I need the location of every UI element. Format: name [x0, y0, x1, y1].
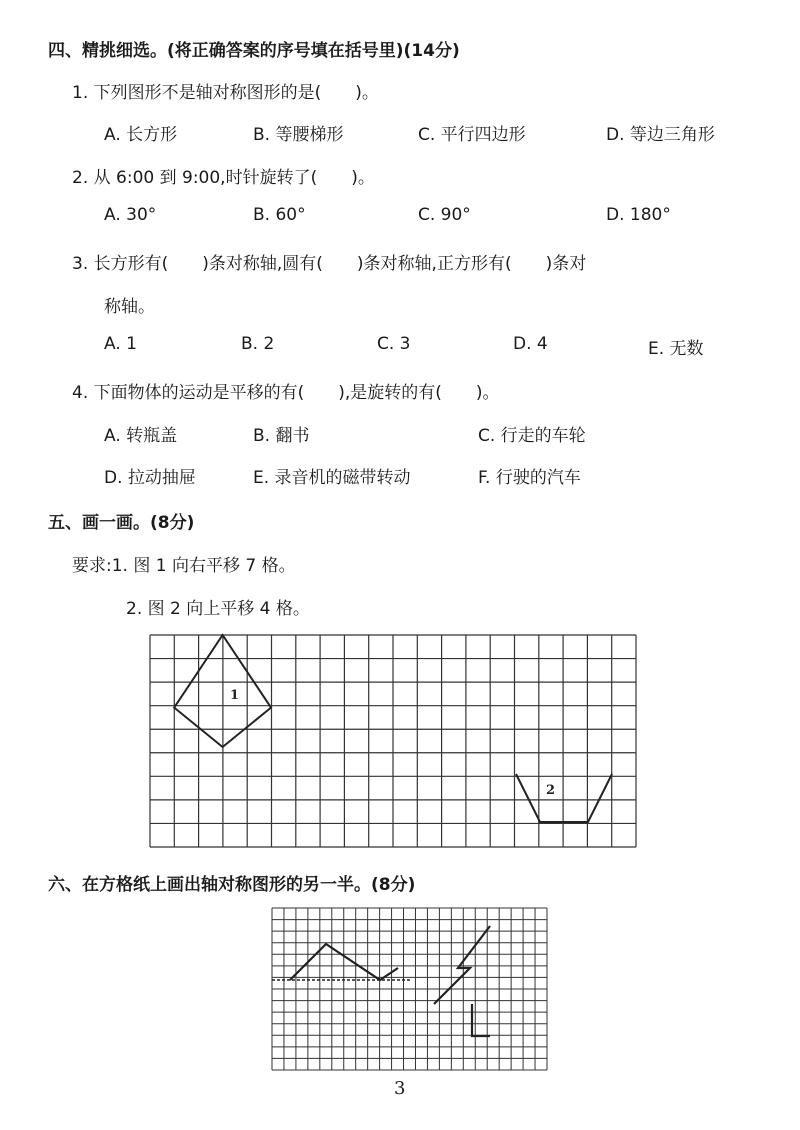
figure-1-label: 1: [230, 688, 240, 703]
section6-title: 六、在方格纸上画出轴对称图形的另一半。(8分): [48, 875, 416, 895]
q4-option-e: E. 录音机的磁带转动: [253, 468, 411, 488]
translation-grid[interactable]: [150, 635, 636, 847]
q4-option-a: A. 转瓶盖: [104, 426, 178, 446]
q2-option-b: B. 60°: [253, 205, 306, 225]
q2-stem: 2. 从 6:00 到 9:00,时针旋转了( )。: [72, 168, 375, 188]
q2-option-c: C. 90°: [418, 205, 471, 225]
section5-title: 五、画一画。(8分): [48, 513, 195, 533]
q3-stem-continued: 称轴。: [104, 297, 155, 317]
section4-title: 四、精挑细选。(将正确答案的序号填在括号里)(14分): [48, 41, 460, 61]
q3-option-b: B. 2: [241, 334, 275, 354]
q1-option-a: A. 长方形: [104, 125, 178, 145]
section5-requirement-2: 2. 图 2 向上平移 4 格。: [126, 599, 310, 619]
q3-option-e: E. 无数: [648, 339, 704, 359]
q3-option-c: C. 3: [377, 334, 411, 354]
q4-option-f: F. 行驶的汽车: [478, 468, 581, 488]
q2-option-d: D. 180°: [606, 205, 671, 225]
q3-option-a: A. 1: [104, 334, 137, 354]
page-number: 3: [394, 1078, 406, 1099]
q1-option-b: B. 等腰梯形: [253, 125, 344, 145]
right-half-figure: [434, 926, 490, 1004]
section5-requirement-1: 要求:1. 图 1 向右平移 7 格。: [72, 556, 296, 576]
q3-option-d: D. 4: [513, 334, 548, 354]
q1-option-c: C. 平行四边形: [418, 125, 526, 145]
q4-option-c: C. 行走的车轮: [478, 426, 586, 446]
q4-stem: 4. 下面物体的运动是平移的有( ),是旋转的有( )。: [72, 383, 500, 403]
q2-option-a: A. 30°: [104, 205, 157, 225]
q3-stem: 3. 长方形有( )条对称轴,圆有( )条对称轴,正方形有( )条对: [72, 254, 587, 274]
q1-option-d: D. 等边三角形: [606, 125, 715, 145]
q1-stem: 1. 下列图形不是轴对称图形的是( )。: [72, 83, 379, 103]
figure-2-label: 2: [546, 783, 556, 798]
q4-option-b: B. 翻书: [253, 426, 310, 446]
figure-2-trapezoid: [516, 774, 612, 822]
q4-option-d: D. 拉动抽屉: [104, 468, 196, 488]
symmetry-grid[interactable]: [272, 908, 547, 1070]
